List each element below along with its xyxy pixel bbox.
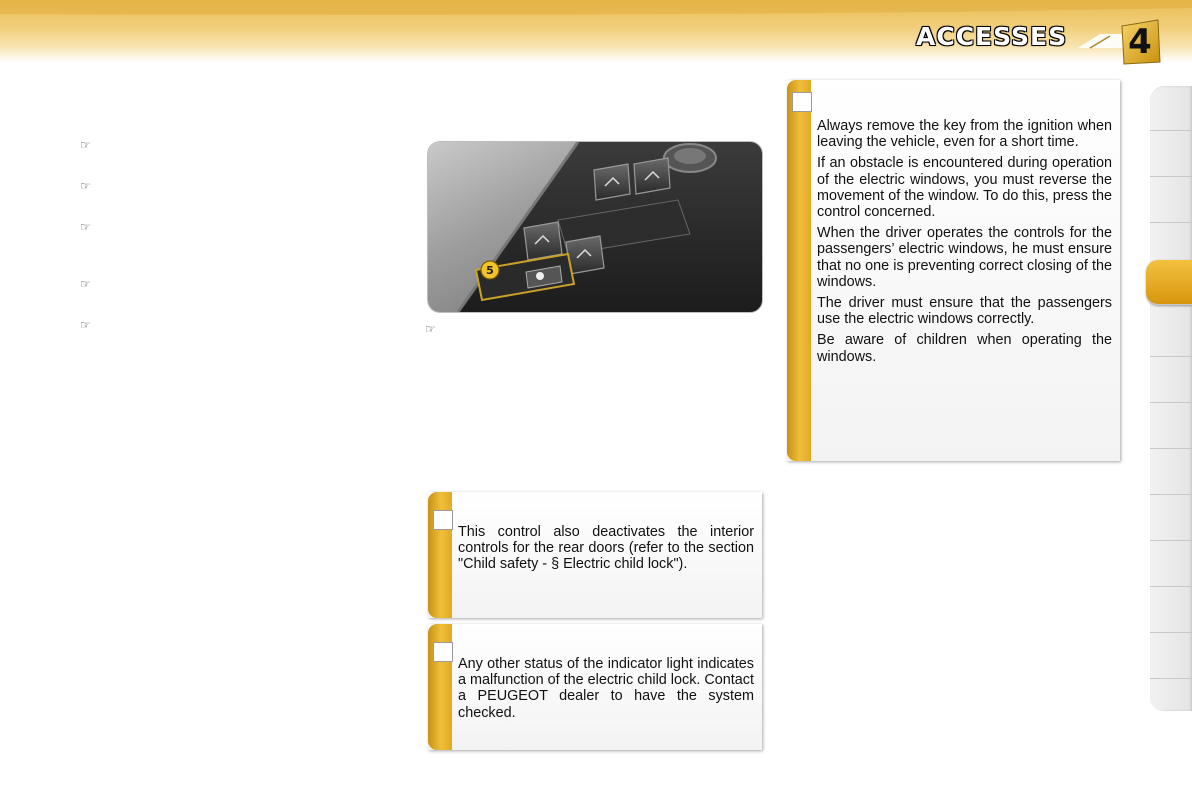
safety-paragraph: Always remove the key from the ignition when leaving the vehicle, even for a short time.: [817, 118, 1112, 151]
thumb-tab-6[interactable]: [1150, 358, 1192, 403]
safety-paragraph: Be aware of children when operating the windows.: [817, 332, 1112, 365]
hand-pointer-icon: ☞: [80, 277, 91, 291]
safety-notice-text: [817, 118, 1112, 370]
thumb-index: [1150, 86, 1192, 711]
malfunction-notice-box: [428, 624, 762, 750]
chapter-number: 4: [1128, 22, 1152, 62]
hand-pointer-icon: ☞: [425, 322, 436, 336]
thumb-tab-11[interactable]: [1150, 588, 1192, 633]
thumb-tab-5[interactable]: [1150, 312, 1192, 357]
window-switch-panel-illustration: [428, 142, 762, 312]
child-lock-info-text: This control also deactivates the interior controls for the rear doors (refer to the section "Child safety - § Electric child lock").: [458, 524, 754, 573]
safety-paragraph: The driver must ensure that the passengers use the electric windows correctly.: [817, 295, 1112, 328]
hand-pointer-icon: ☞: [80, 138, 91, 152]
thumb-tab-4-active[interactable]: [1146, 260, 1192, 305]
thumb-tab-12[interactable]: [1150, 634, 1192, 679]
malfunction-notice-text: Any other status of the indicator light indicates a malfunction of the electric child lock. Contact a PEUGEOT dealer to have the system checked.: [458, 656, 754, 721]
thumb-tab-1[interactable]: [1150, 86, 1192, 131]
hand-pointer-icon: ☞: [80, 318, 91, 332]
safety-paragraph: When the driver operates the controls for the passengers’ electric windows, he must ensure that no one is preventing correct closing of the windows.: [817, 225, 1112, 290]
safety-notice-box: [787, 80, 1120, 461]
hand-pointer-icon: ☞: [80, 220, 91, 234]
child-lock-info-box: [428, 492, 762, 618]
thumb-tab-9[interactable]: [1150, 496, 1192, 541]
info-icon: [433, 642, 453, 662]
info-icon: [433, 510, 453, 530]
thumb-tab-2[interactable]: [1150, 132, 1192, 177]
thumb-tab-3[interactable]: [1150, 178, 1192, 223]
callout-label: 5: [486, 264, 494, 277]
thumb-tab-10[interactable]: [1150, 542, 1192, 587]
thumb-tab-8[interactable]: [1150, 450, 1192, 495]
notice-side-bar: [787, 80, 811, 461]
section-title: ACCESSES: [916, 22, 1068, 51]
safety-paragraph: If an obstacle is encountered during operation of the electric windows, you must reverse the movement of the window. To do this, press the control concerned.: [817, 155, 1112, 221]
window-switch-panel-photo: [428, 142, 762, 312]
warning-icon: [792, 92, 812, 112]
hand-pointer-icon: ☞: [80, 179, 91, 193]
thumb-tab-7[interactable]: [1150, 404, 1192, 449]
